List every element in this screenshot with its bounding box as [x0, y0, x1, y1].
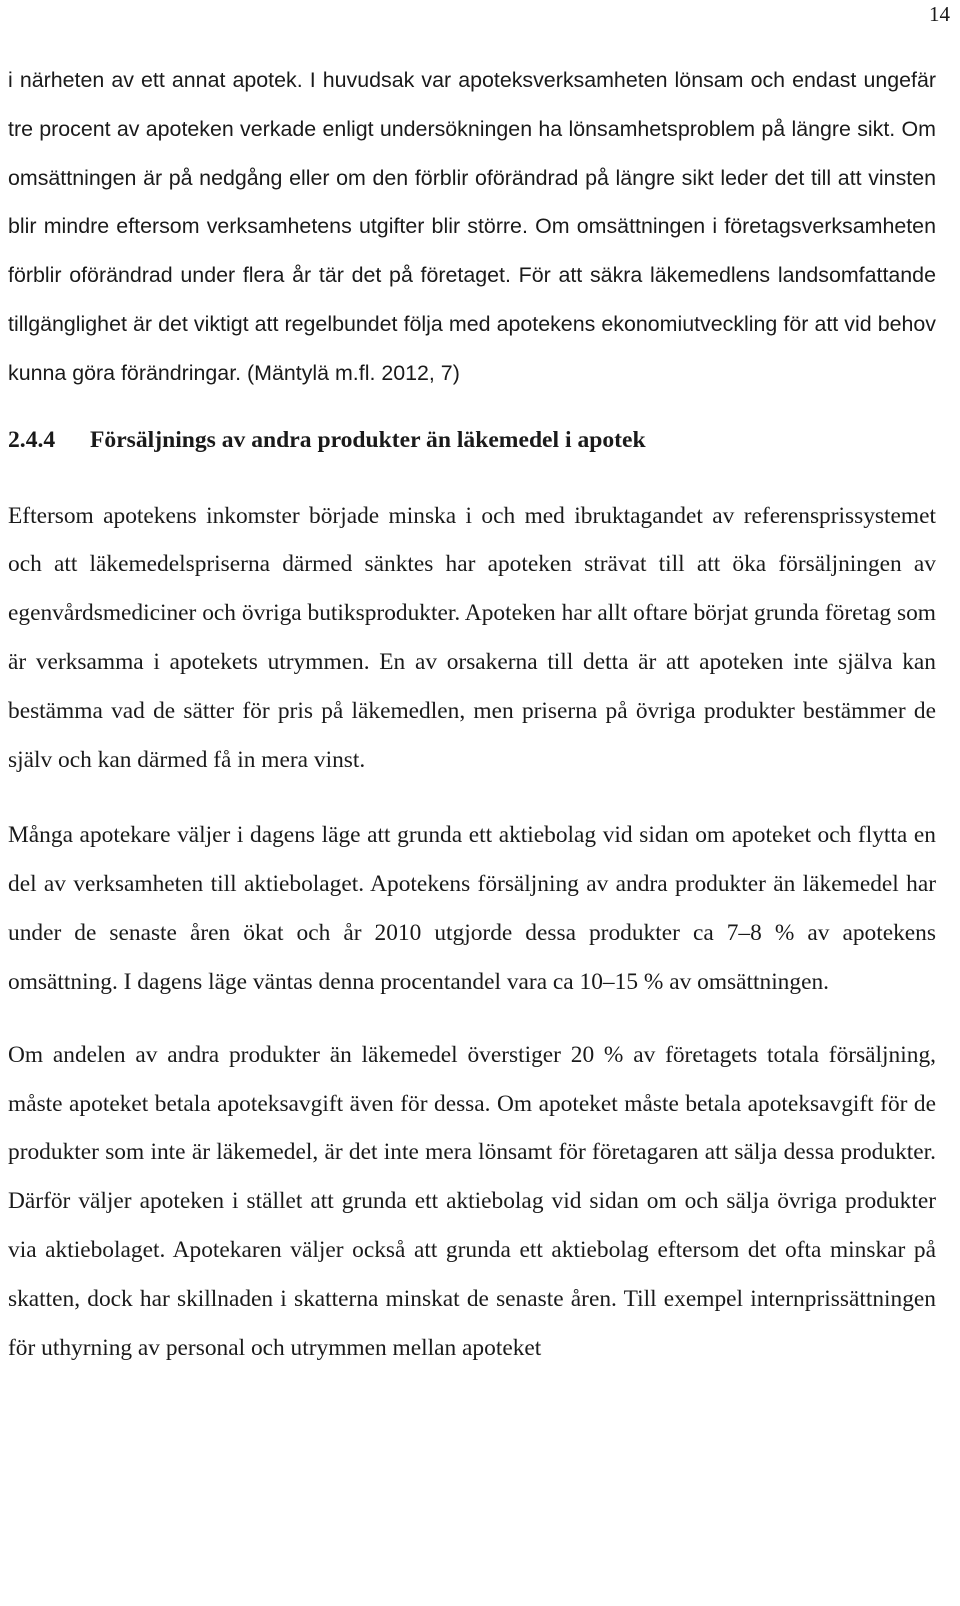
section-number: 2.4.4 [8, 426, 56, 453]
section-heading [8, 416, 936, 464]
paragraph-apotek-lonsamhet-part1: i närheten av ett annat apotek. I huvudsak var apoteksverksamheten lönsam och endast ungefär tre procent av apoteken verkade enligt undersökningen ha lönsamhetsproblem på längre sikt. Om omsättningen är på nedgång eller om den förblir oförändrad på längre sikt leder det till att vinsten blir mindre eftersom verksamhetens utgifter blir större. [8, 68, 936, 239]
paragraph-apotek-lonsamhet-part3: För att säkra läkemedlens landsomfattande tillgänglighet är det viktigt att regelbundet följa med apotekens ekonomiutveckling för att vid behov kunna göra förändringar. (Mäntylä m.fl. 2012, 7) [8, 263, 936, 385]
paragraph-inkomster: Eftersom apotekens inkomster började minska i och med ibruktagandet av referensprissystemet och att läkemedelspriserna därmed sänktes har apoteken strävat till att öka försäljningen av egenvårdsmediciner och övriga butiksprodukter. Apoteken har allt oftare börjat grunda företag som är verksamma i apotekets utrymmen. En av orsakerna till detta är att apoteken inte själva kan bestämma vad de sätter för pris på läkemedlen, men priserna på övriga produkter bestämmer de själv och kan därmed få in mera vinst. [8, 502, 936, 774]
paragraph-apotek-lonsamhet-part2: Om omsättningen i företagsverksamheten förblir oförändrad under flera år tär det på företaget. [8, 214, 936, 288]
section-title: Försäljnings av andra produkter än läkemedel i apotek [90, 426, 646, 453]
paragraph-aktiebolag: Många apotekare väljer i dagens läge att grunda ett aktiebolag vid sidan om apoteket och flytta en del av verksamheten till aktiebolaget. Apotekens försäljning av andra produkter än läkemedel har under de senaste åren ökat och år 2010 utgjorde dessa produkter ca 7–8 % av apotekens omsättning. I dagens läge väntas denna procentandel vara ca 10–15 % av omsättningen. [8, 822, 936, 995]
page-number: 14 [929, 2, 950, 26]
page-content [8, 56, 936, 1373]
paragraph-apoteksavgift: Om andelen av andra produkter än läkemedel överstiger 20 % av företagets totala försäljning, måste apoteket betala apoteksavgift även för dessa. Om apoteket måste betala apoteksavgift för de produkter som inte är läkemedel, är det inte mera lönsamt för företagaren att sälja dessa produkter. Därför väljer apoteken i stället att grunda ett aktiebolag vid sidan om och sälja övriga produkter via aktiebolaget. Apotekaren väljer också att grunda ett aktiebolag eftersom det ofta minskar på skatten, dock har skillnaden i skatterna minskat de senaste åren. Till exempel internprissättningen för uthyrning av personal och utrymmen mellan apoteket [8, 1041, 936, 1362]
paragraph-apotek-lonsamhet [8, 56, 936, 398]
